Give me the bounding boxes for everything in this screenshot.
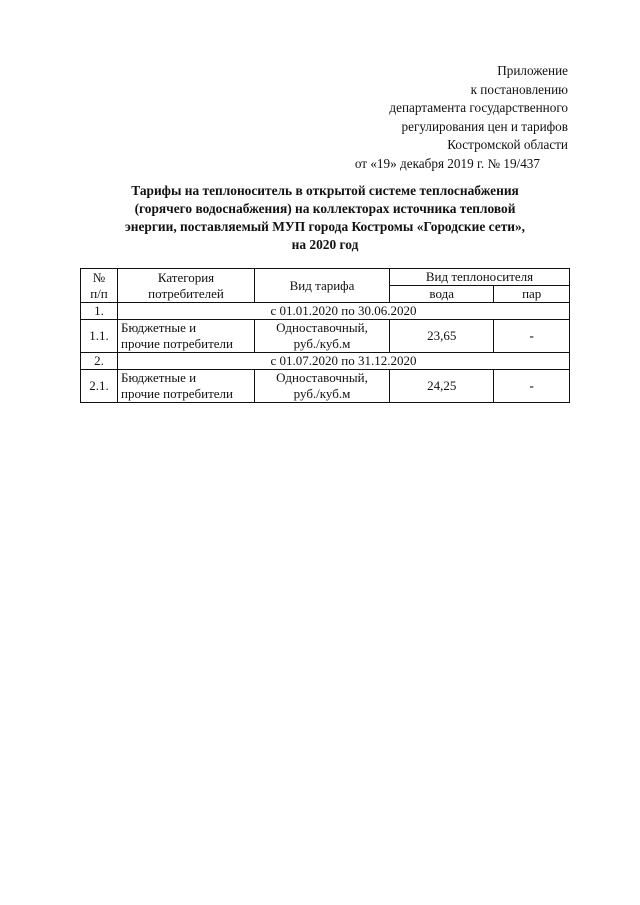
row-tariff-line1: Одноставочный, <box>276 370 368 385</box>
appendix-line: департамента государственного <box>389 100 568 115</box>
header-carrier-type: Вид теплоносителя <box>390 269 570 286</box>
appendix-line: к постановлению <box>470 81 568 97</box>
header-num <box>81 269 118 303</box>
row-category-line1: Бюджетные и <box>121 320 197 335</box>
document-title <box>80 182 570 254</box>
row-num: 2.1. <box>81 370 118 403</box>
title-line: (горячего водоснабжения) на коллекторах источника тепловой <box>134 201 516 216</box>
header-num-line2: п/п <box>90 285 108 301</box>
header-category <box>118 269 255 303</box>
appendix-line: регулирования цен и тарифов <box>401 118 568 134</box>
appendix-header <box>355 62 568 173</box>
table-row <box>81 370 570 403</box>
row-water-value: 23,65 <box>390 320 494 353</box>
title-line: энергии, поставляемый МУП города Костромы «Городские сети», <box>124 219 526 234</box>
row-steam-value: - <box>494 320 570 353</box>
row-tariff-line2: руб./куб.м <box>293 386 351 401</box>
title-line: Тарифы на теплоноситель в открытой системе теплоснабжения <box>131 183 519 198</box>
row-category <box>118 370 255 403</box>
title-line: на 2020 год <box>291 237 359 252</box>
row-tariff-line1: Одноставочный, <box>276 320 368 335</box>
header-steam: пар <box>494 286 570 303</box>
row-tariff-type <box>255 320 390 353</box>
period-num: 2. <box>81 353 118 370</box>
header-row <box>81 269 570 286</box>
header-num-line1: № <box>92 269 106 285</box>
row-steam-value: - <box>494 370 570 403</box>
tariffs-table <box>80 268 570 403</box>
row-category-line2: прочие потребители <box>121 336 233 351</box>
header-category-line2: потребителей <box>148 285 224 301</box>
row-category-line1: Бюджетные и <box>121 370 197 385</box>
row-category-line2: прочие потребители <box>121 386 233 401</box>
row-tariff-line2: руб./куб.м <box>293 336 351 351</box>
period-row <box>81 303 570 320</box>
appendix-line: Приложение <box>497 63 568 78</box>
row-water-value: 24,25 <box>390 370 494 403</box>
appendix-line: Костромской области <box>447 137 568 152</box>
row-category <box>118 320 255 353</box>
header-category-line1: Категория <box>157 269 215 285</box>
table-row <box>81 320 570 353</box>
row-tariff-type <box>255 370 390 403</box>
header-tariff-type: Вид тарифа <box>255 269 390 303</box>
row-num: 1.1. <box>81 320 118 353</box>
period-label: с 01.07.2020 по 31.12.2020 <box>118 353 570 370</box>
resolution-date: от «19» декабря 2019 г. № 19/437 <box>354 155 540 171</box>
header-water: вода <box>390 286 494 303</box>
period-num: 1. <box>81 303 118 320</box>
period-row <box>81 353 570 370</box>
period-label: с 01.01.2020 по 30.06.2020 <box>118 303 570 320</box>
